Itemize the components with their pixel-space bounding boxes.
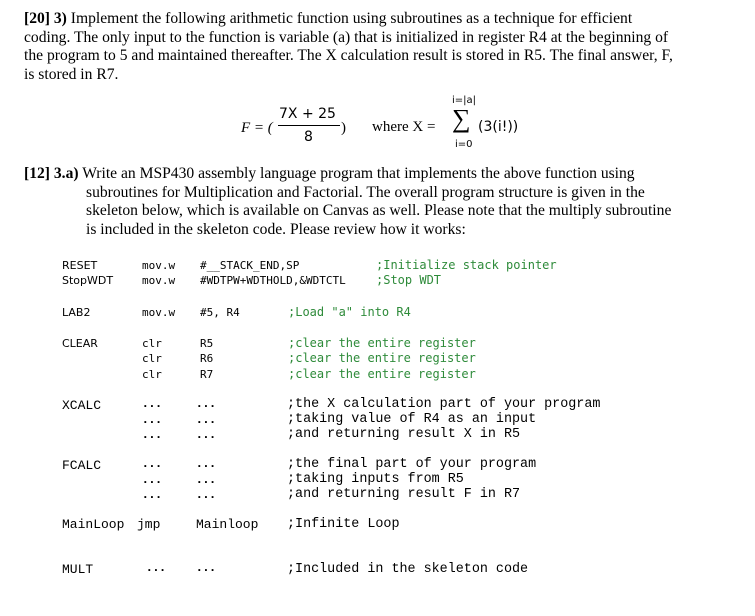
problem-line-4: is stored in R7. bbox=[24, 65, 119, 83]
code-label-stopwdt: StopWDT bbox=[62, 274, 114, 287]
code-dots: ... bbox=[142, 488, 162, 501]
code-op: clr bbox=[142, 368, 162, 381]
subproblem-statement bbox=[24, 165, 724, 239]
code-dots: ... bbox=[142, 413, 162, 426]
code-args: Mainloop bbox=[196, 517, 259, 532]
formula-numerator: 7X + 25 bbox=[279, 106, 336, 122]
problem-line-1: Implement the following arithmetic function using subroutines as a technique for efficient bbox=[70, 10, 633, 27]
code-comment: ;taking inputs from R5 bbox=[287, 472, 464, 487]
problem-line-3: the program to 5 and maintained thereafter. The X calculation result is stored in R5. The final answer, F, bbox=[24, 47, 673, 64]
code-comment: ;and returning result F in R7 bbox=[287, 487, 521, 502]
subproblem-line-2: subroutines for Multiplication and Factorial. The overall program structure is given in the bbox=[86, 183, 645, 201]
code-comment: ;Included in the skeleton code bbox=[287, 562, 529, 577]
code-op: jmp bbox=[137, 517, 161, 532]
code-args: #__STACK_END,SP bbox=[200, 259, 300, 272]
code-comment: ;taking value of R4 as an input bbox=[287, 412, 537, 427]
code-args: #5, R4 bbox=[200, 306, 240, 319]
code-comment: ;Stop WDT bbox=[376, 273, 442, 287]
code-dots: ... bbox=[196, 413, 216, 426]
formula-denominator: 8 bbox=[304, 129, 313, 145]
code-dots: ... bbox=[142, 397, 162, 410]
fraction-bar bbox=[278, 125, 340, 126]
code-dots: ... bbox=[196, 488, 216, 501]
sum-lower-limit: i=0 bbox=[455, 139, 473, 150]
code-comment: ;the final part of your program bbox=[287, 457, 537, 472]
formula-lhs: F = ( bbox=[241, 120, 273, 136]
subproblem-line-3: skeleton below, which is available on Canvas as well. Please note that the multiply subroutine bbox=[86, 202, 672, 219]
code-op: clr bbox=[142, 337, 162, 350]
formula-where: where X = bbox=[372, 119, 436, 135]
subproblem-line-1: Write an MSP430 assembly language program that implements the above function using bbox=[82, 165, 635, 182]
sum-symbol: ∑ bbox=[452, 104, 471, 133]
code-label-fcalc: FCALC bbox=[62, 458, 102, 473]
sum-upper-limit: i=|a| bbox=[452, 95, 477, 106]
code-op: mov.w bbox=[142, 274, 176, 287]
code-op: mov.w bbox=[142, 306, 176, 319]
code-comment: ;Load "a" into R4 bbox=[288, 305, 411, 319]
code-comment: ;clear the entire register bbox=[288, 367, 476, 381]
subproblem-line-4: is included in the skeleton code. Please review how it works: bbox=[86, 220, 466, 238]
problem-number: [20] 3) bbox=[24, 10, 67, 27]
code-comment: ;clear the entire register bbox=[288, 351, 476, 365]
formula bbox=[0, 95, 755, 155]
code-dots: ... bbox=[196, 473, 216, 486]
code-label-mainloop: MainLoop bbox=[62, 517, 125, 532]
code-dots: ... bbox=[196, 561, 216, 574]
code-label-xcalc: XCALC bbox=[62, 398, 102, 413]
code-comment: ;and returning result X in R5 bbox=[287, 427, 521, 442]
code-dots: ... bbox=[142, 428, 162, 441]
code-dots: ... bbox=[146, 561, 166, 574]
code-label-clear: CLEAR bbox=[62, 337, 98, 350]
code-comment: ;clear the entire register bbox=[288, 336, 476, 350]
problem-statement bbox=[24, 10, 724, 84]
code-comment: ;Infinite Loop bbox=[287, 517, 400, 532]
formula-close-paren: ) bbox=[341, 120, 346, 136]
code-comment: ;the X calculation part of your program bbox=[287, 397, 601, 412]
code-op: mov.w bbox=[142, 259, 176, 272]
code-args: #WDTPW+WDTHOLD,&WDTCTL bbox=[200, 274, 346, 287]
subproblem-number: [12] 3.a) bbox=[24, 165, 79, 182]
code-dots: ... bbox=[196, 457, 216, 470]
code-args: R6 bbox=[200, 352, 214, 365]
code-args: R7 bbox=[200, 368, 214, 381]
problem-line-2: coding. The only input to the function is variable (a) that is initialized in register R4 at the beginning of bbox=[24, 28, 669, 46]
code-dots: ... bbox=[196, 428, 216, 441]
code-dots: ... bbox=[196, 397, 216, 410]
code-comment: ;Initialize stack pointer bbox=[376, 258, 557, 272]
sum-term: (3(i!)) bbox=[478, 119, 519, 135]
code-label-mult: MULT bbox=[62, 562, 94, 577]
code-op: clr bbox=[142, 352, 162, 365]
code-label-lab2: LAB2 bbox=[62, 306, 91, 319]
code-label-reset: RESET bbox=[62, 259, 98, 272]
code-dots: ... bbox=[142, 473, 162, 486]
code-args: R5 bbox=[200, 337, 214, 350]
code-dots: ... bbox=[142, 457, 162, 470]
